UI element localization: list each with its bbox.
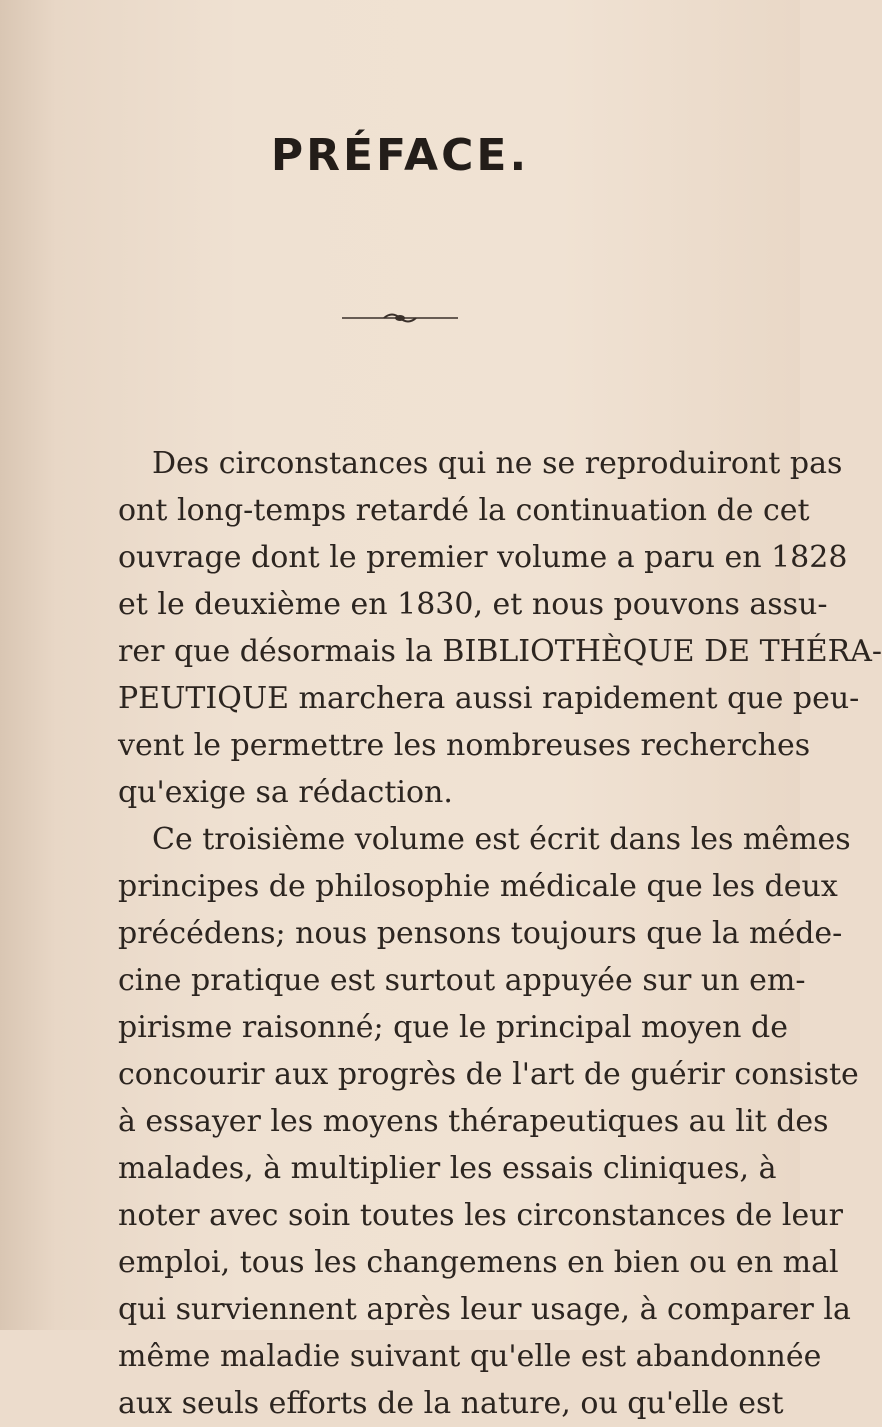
text-line: vent le permettre les nombreuses recherches (118, 728, 811, 763)
text-line: qu'exige sa rédaction. (118, 775, 453, 810)
text-line: ont long-temps retardé la continuation de cet (118, 493, 810, 528)
text-line: principes de philosophie médicale que les deux (118, 869, 838, 904)
text-line: noter avec soin toutes les circonstances de leur (118, 1198, 843, 1233)
text-line: et le deuxième en 1830, et nous pouvons assu- (118, 587, 828, 622)
text-line: qui surviennent après leur usage, à comparer la (118, 1292, 851, 1327)
text-line: aux seuls efforts de la nature, ou qu'elle est (118, 1386, 784, 1421)
text-line: même maladie suivant qu'elle est abandonnée (118, 1339, 822, 1374)
page-title: PRÉFACE. (270, 130, 530, 181)
text-line: concourir aux progrès de l'art de guérir consiste (118, 1057, 859, 1092)
text-line: PEUTIQUE marchera aussi rapidement que peu- (118, 681, 860, 716)
body-text (118, 440, 882, 1427)
text-line: pirisme raisonné; que le principal moyen de (118, 1010, 788, 1045)
text-line: emploi, tous les changemens en bien ou en mal (118, 1245, 839, 1280)
text-line: rer que désormais la BIBLIOTHÈQUE DE THÉRA- (118, 634, 882, 669)
text-line: précédens; nous pensons toujours que la méde- (118, 916, 843, 951)
text-line: Des circonstances qui ne se reproduiront pas (152, 446, 843, 481)
text-line: ouvrage dont le premier volume a paru en 1828 (118, 540, 848, 575)
ornament-divider-icon (340, 311, 460, 323)
text-line: Ce troisième volume est écrit dans les mêmes (152, 822, 851, 857)
text-line: cine pratique est surtout appuyée sur un em- (118, 963, 806, 998)
text-line: à essayer les moyens thérapeutiques au lit des (118, 1104, 829, 1139)
text-line: malades, à multiplier les essais cliniques, à (118, 1151, 777, 1186)
